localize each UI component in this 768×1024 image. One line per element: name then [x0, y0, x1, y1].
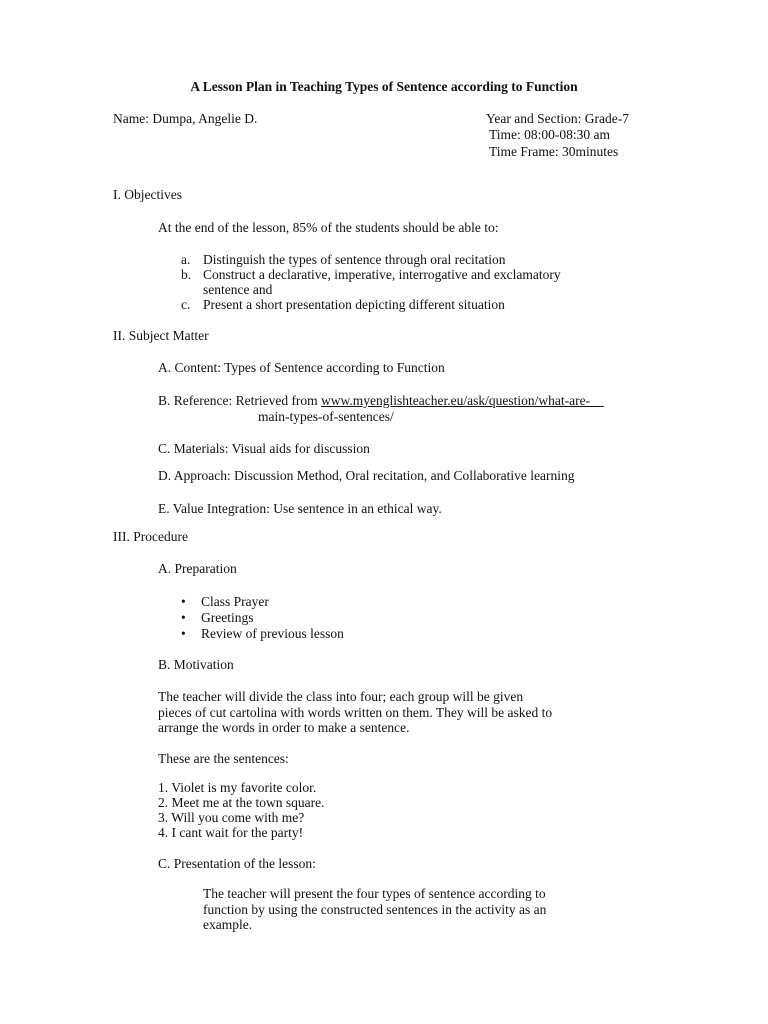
content-line: A. Content: Types of Sentence according to Function [158, 360, 445, 375]
presentation-text-line: function by using the constructed sentences in the activity as an [203, 902, 547, 917]
presentation-text-line: The teacher will present the four types of sentence according to [203, 886, 546, 901]
objectives-intro: At the end of the lesson, 85% of the students should be able to: [158, 220, 499, 235]
reference-line [158, 393, 604, 409]
bullet-icon: • [181, 626, 186, 641]
objective-marker-a: a. [181, 252, 191, 267]
value-integration-line: E. Value Integration: Use sentence in an ethical way. [158, 501, 442, 516]
time-frame: Time Frame: 30minutes [489, 144, 619, 159]
objective-item-b: Construct a declarative, imperative, interrogative and exclamatory [203, 267, 561, 282]
motivation-text-line: The teacher will divide the class into four; each group will be given [158, 689, 524, 704]
bullet-icon: • [181, 594, 186, 609]
sentence-item: 3. Will you come with me? [158, 810, 305, 825]
objective-marker-c: c. [181, 297, 191, 312]
preparation-item-label: Class Prayer [201, 594, 269, 609]
preparation-item [181, 594, 269, 610]
subject-matter-heading: II. Subject Matter [113, 328, 209, 343]
class-time: Time: 08:00-08:30 am [489, 127, 611, 142]
preparation-item [181, 626, 344, 642]
objective-item-a: Distinguish the types of sentence through oral recitation [203, 252, 506, 267]
motivation-heading: B. Motivation [158, 657, 234, 672]
motivation-text-line: pieces of cut cartolina with words written on them. They will be asked to [158, 705, 553, 720]
preparation-heading: A. Preparation [158, 561, 237, 576]
objective-marker-b: b. [181, 267, 192, 282]
materials-line: C. Materials: Visual aids for discussion [158, 441, 370, 456]
year-section: Year and Section: Grade-7 [486, 111, 629, 126]
reference-link-continued[interactable]: main-types-of-sentences/ [258, 409, 394, 424]
reference-prefix: B. Reference: Retrieved from [158, 393, 322, 408]
sentences-intro: These are the sentences: [158, 751, 289, 766]
preparation-item [181, 610, 253, 626]
bullet-icon: • [181, 610, 186, 625]
reference-link[interactable]: www.myenglishteacher.eu/ask/question/what-are- [321, 393, 591, 408]
motivation-text-line: arrange the words in order to make a sentence. [158, 720, 410, 735]
objective-item-c: Present a short presentation depicting different situation [203, 297, 505, 312]
presentation-text-line: example. [203, 917, 253, 932]
preparation-item-label: Greetings [201, 610, 254, 625]
reference-link-underline [590, 393, 604, 408]
objective-item-b-continued: sentence and [203, 282, 273, 297]
sentence-item: 1. Violet is my favorite color. [158, 780, 317, 795]
teacher-name: Name: Dumpa, Angelie D. [113, 111, 258, 126]
procedure-heading: III. Procedure [113, 529, 188, 544]
document-title: A Lesson Plan in Teaching Types of Sentence according to Function [190, 79, 578, 94]
objectives-heading: I. Objectives [113, 187, 182, 202]
approach-line: D. Approach: Discussion Method, Oral recitation, and Collaborative learning [158, 468, 575, 483]
presentation-heading: C. Presentation of the lesson: [158, 856, 316, 871]
sentence-item: 4. I cant wait for the party! [158, 825, 304, 840]
sentence-item: 2. Meet me at the town square. [158, 795, 325, 810]
preparation-item-label: Review of previous lesson [201, 626, 344, 641]
